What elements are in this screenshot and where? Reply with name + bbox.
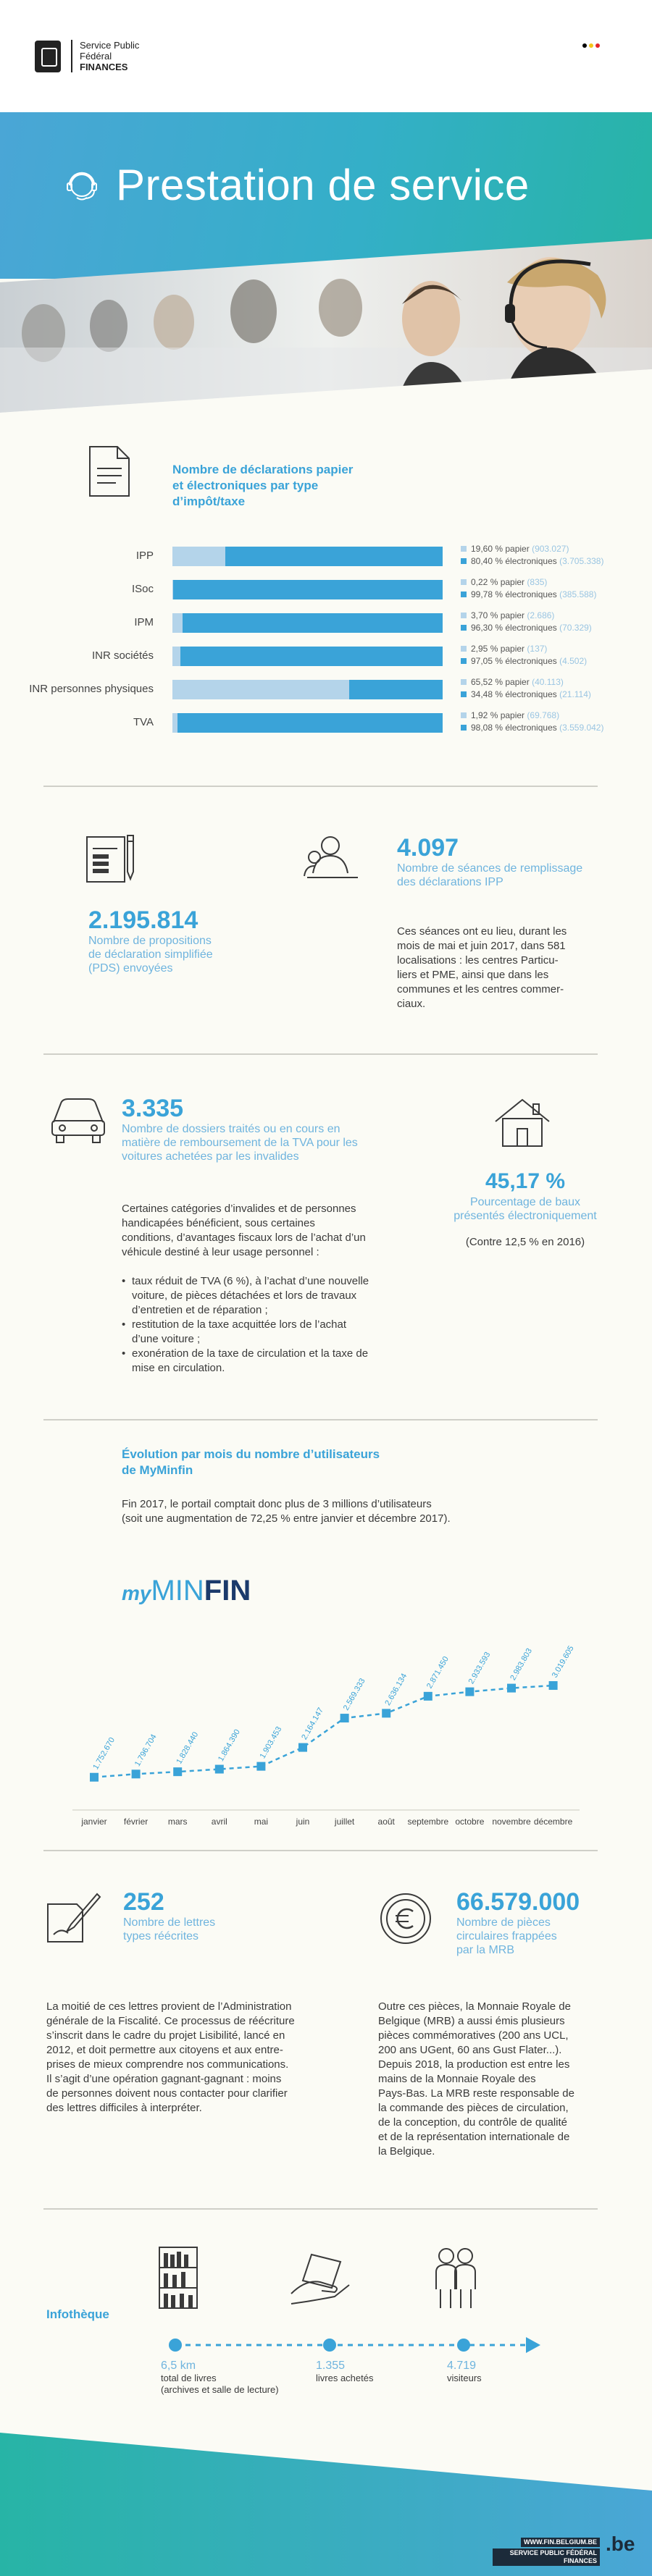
bar-row [0, 708, 652, 737]
bar-paper [172, 613, 183, 633]
visitors-value: 4.719 [447, 2360, 477, 2372]
data-label: 1.828.440 [175, 1730, 201, 1766]
lettres-text-line: s’inscrit dans le cadre du projet Lisibilité, lancé en [46, 2029, 285, 2042]
hand-book-icon [290, 2250, 352, 2307]
pieces-text-line: 200 ans UGent, 60 ans Gust Flater...). [378, 2044, 562, 2056]
bookshelf-icon [158, 2246, 198, 2310]
bar-legend [461, 576, 596, 601]
pieces-header [456, 1888, 638, 1957]
dossiers-label-1: Nombre de dossiers traités ou en cours en [122, 1123, 340, 1135]
belgian-coat-of-arms-icon [35, 41, 61, 72]
pieces-text-line: la commande des pièces de circulation, [378, 2102, 569, 2114]
myminfin-text-line-1: Fin 2017, le portail comptait donc plus de 3 millions d’utilisateurs [122, 1498, 432, 1510]
bar-label: INR sociétés [91, 649, 154, 662]
legend-electronic [461, 689, 591, 701]
data-point [215, 1765, 224, 1774]
baux-number: 45,17 % [485, 1169, 566, 1193]
divider [43, 786, 598, 787]
data-point [424, 1692, 432, 1701]
bar-paper [172, 547, 225, 566]
footer-text [493, 2538, 600, 2566]
elec-count: (4.502) [559, 656, 588, 666]
elec-count: (70.329) [559, 623, 592, 633]
x-tick-label: août [377, 1817, 395, 1827]
timeline [167, 2334, 543, 2356]
bar-electronic [172, 580, 443, 599]
dossiers-number: 3.335 [122, 1095, 184, 1122]
x-tick-label: mai [254, 1817, 269, 1827]
lettres-header [123, 1888, 340, 1943]
infotheque-item-visitors [447, 2359, 563, 2384]
data-point [173, 1767, 182, 1776]
lettres-text-line: Il s’agit d’une opération gagnant-gagnant : moins [46, 2073, 282, 2085]
dossiers-label-3: voitures achetées par les invalides [122, 1150, 299, 1163]
seances-header [397, 834, 614, 889]
dossiers-intro-line: véhicule destiné à leur usage personnel : [122, 1246, 319, 1258]
legend-electronic [461, 622, 592, 634]
paper-text: 2,95 % papier [471, 644, 525, 654]
bar-label: ISoc [131, 583, 154, 595]
seances-text-line: Ces séances ont eu lieu, durant les [397, 925, 567, 938]
bar-electronic [172, 547, 443, 566]
elec-text: 96,30 % électroniques [471, 623, 557, 633]
divider [43, 2208, 598, 2210]
seances-text-line: communes et les centres commer- [397, 983, 564, 996]
elec-text: 97,05 % électroniques [471, 656, 557, 666]
paper-text: 1,92 % papier [471, 710, 525, 720]
data-label: 1.796.704 [133, 1733, 159, 1768]
legend-paper [461, 676, 591, 689]
series-line [94, 1685, 553, 1777]
belgian-flag-dots [582, 43, 600, 48]
data-label: 2.569.333 [341, 1677, 367, 1712]
paper-text: 65,52 % papier [471, 677, 530, 687]
legend-paper [461, 710, 603, 722]
footer-org: SERVICE PUBLIC FÉDÉRAL FINANCES [493, 2548, 600, 2566]
elec-count: (21.114) [559, 689, 591, 699]
lettres-label-2: types réécrites [123, 1930, 199, 1942]
elec-count: (3.705.338) [559, 556, 604, 566]
bar-paper [172, 713, 177, 733]
header [0, 0, 652, 112]
bar-electronic [172, 680, 443, 699]
data-point [90, 1773, 99, 1782]
lettres-text-line: 2012, et doit permettre aux citoyens et aux entre- [46, 2044, 283, 2056]
divider [43, 1053, 598, 1055]
flag-black-dot [582, 43, 587, 48]
data-point [465, 1688, 474, 1696]
bar-row [0, 608, 652, 637]
dossiers-text [122, 1202, 411, 1376]
seances-label-2: des déclarations IPP [397, 876, 503, 888]
pieces-label-2: circulaires frappées [456, 1930, 557, 1942]
paper-text: 0,22 % papier [471, 577, 525, 587]
elec-text: 99,78 % électroniques [471, 589, 557, 599]
flag-red-dot [595, 43, 600, 48]
paper-count: (40.113) [532, 677, 564, 687]
paper-count: (2.686) [527, 610, 555, 620]
infotheque-title: Infothèque [46, 2307, 109, 2321]
pds-label-2: de déclaration simplifiée [88, 948, 213, 961]
writing-icon [43, 1891, 101, 1945]
seances-text-line: liers et PME, ainsi que dans les [397, 969, 549, 981]
legend-paper [461, 543, 603, 555]
myminfin-title-line-1: Évolution par mois du nombre d’utilisateurs [122, 1447, 380, 1461]
org-line-3: FINANCES [80, 62, 128, 72]
books-label-2: (archives et salle de lecture) [161, 2384, 279, 2395]
dossiers-intro-line: Certaines catégories d’invalides et de personnes [122, 1203, 356, 1215]
bar-label: TVA [133, 716, 154, 728]
flag-yellow-dot [589, 43, 593, 48]
bar-row [0, 641, 652, 670]
call-center-photo [0, 239, 652, 413]
pieces-text-line: mains de la Monnaie Royale des [378, 2073, 536, 2085]
dossiers-bullet-line: d’une voiture ; [132, 1333, 201, 1345]
lettres-label-1: Nombre de lettres [123, 1916, 216, 1929]
be-logo[interactable]: .be [606, 2533, 635, 2555]
logo-fin: FIN [204, 1575, 251, 1607]
people-icon [303, 833, 361, 885]
paper-count: (835) [527, 577, 548, 587]
infotheque-item-purchased [316, 2359, 432, 2384]
data-label: 3.019.605 [550, 1644, 576, 1680]
bar-electronic [172, 613, 443, 633]
data-label: 1.903.453 [258, 1725, 284, 1761]
legend-electronic [461, 722, 603, 734]
paper-count: (69.768) [527, 710, 560, 720]
logo-my: my [122, 1582, 151, 1604]
elec-count: (3.559.042) [559, 723, 604, 733]
dossiers-bullet-item [122, 1274, 411, 1318]
dossiers-bullet-list [122, 1274, 411, 1376]
dossiers-bullet-line: restitution de la taxe acquittée lors de l’achat [132, 1318, 347, 1331]
bar-paper [172, 647, 180, 666]
banner-title: Prestation de service [116, 161, 530, 209]
baux-note: (Contre 12,5 % en 2016) [465, 1236, 585, 1248]
pieces-text-line: la Belgique. [378, 2145, 435, 2158]
bar-label: INR personnes physiques [29, 683, 154, 695]
data-label: 2.164.147 [300, 1706, 326, 1742]
pieces-number: 66.579.000 [456, 1888, 580, 1916]
org-line-2: Fédéral [80, 51, 112, 62]
books-label-1: total de livres [161, 2373, 217, 2383]
bar-legend [461, 610, 592, 634]
pieces-text-line: Depuis 2018, la production est entre les [378, 2058, 570, 2071]
document-icon [88, 445, 130, 497]
bar-legend [461, 710, 603, 734]
legend-electronic [461, 589, 596, 601]
bar-electronic [172, 647, 443, 666]
data-label: 1.864.390 [217, 1727, 242, 1764]
x-tick-label: décembre [533, 1817, 573, 1827]
visitors-icon [430, 2246, 481, 2310]
bar-label: IPM [134, 616, 154, 628]
pieces-label-1: Nombre de pièces [456, 1916, 551, 1929]
data-label: 2.636.134 [383, 1672, 409, 1707]
bar-label: IPP [135, 550, 154, 562]
data-label: 1.752.670 [91, 1735, 117, 1772]
legend-electronic [461, 555, 603, 568]
seances-text-line: mois de mai et juin 2017, dans 581 [397, 940, 566, 952]
lettres-text-line: La moitié de ces lettres provient de l’Administration [46, 2000, 292, 2013]
x-tick-label: mars [167, 1817, 188, 1827]
euro-coin-icon [378, 1891, 433, 1946]
spf-finances-logo[interactable] [35, 40, 139, 72]
lettres-text-line: de personnes doivent nous contacter pour clarifier [46, 2087, 288, 2100]
bar-row [0, 675, 652, 704]
footer-url[interactable]: WWW.FIN.BELGIUM.BE [521, 2538, 600, 2547]
x-tick-label: novembre [492, 1817, 531, 1827]
dossiers-bullet-item [122, 1347, 411, 1376]
bar-row [0, 575, 652, 604]
pieces-text-line: et de la représentation internationale de [378, 2131, 570, 2143]
pieces-text-line: Pays-Bas. La MRB reste responsable de [378, 2087, 574, 2100]
data-point [382, 1709, 390, 1717]
logo-text [71, 40, 139, 72]
myminfin-title-line-2: de MyMinfin [122, 1463, 193, 1477]
house-icon [493, 1097, 552, 1149]
x-tick-label: février [123, 1817, 149, 1827]
x-tick-label: juin [296, 1817, 310, 1827]
x-tick-label: juillet [334, 1817, 355, 1827]
org-line-1: Service Public [80, 40, 140, 51]
books-value: 6,5 km [161, 2360, 196, 2372]
paper-text: 19,60 % papier [471, 544, 530, 554]
declarations-title-line-1: Nombre de déclarations papier [172, 463, 354, 476]
myminfin-text [122, 1497, 556, 1526]
data-point [132, 1769, 141, 1778]
divider [43, 1850, 598, 1851]
data-label: 2.871.450 [425, 1654, 451, 1691]
purchased-value: 1.355 [316, 2360, 346, 2372]
bullet-dot: • [122, 1347, 126, 1360]
lettres-text-line: générale de la Fiscalité. Ce processus de réécriture [46, 2015, 295, 2027]
paper-count: (137) [527, 644, 548, 654]
legend-electronic [461, 655, 587, 668]
elec-text: 34,48 % électroniques [471, 689, 557, 699]
x-tick-label: janvier [81, 1817, 107, 1827]
bullet-dot: • [122, 1318, 126, 1331]
lettres-text-line: des lettres difficiles à interpréter. [46, 2102, 202, 2114]
elec-count: (385.588) [559, 589, 597, 599]
pieces-label-3: par la MRB [456, 1944, 515, 1956]
dossiers-intro-line: conditions, d’avantages fiscaux lors de l’achat d’un [122, 1232, 366, 1244]
bullet-dot: • [122, 1275, 126, 1287]
data-point [549, 1681, 558, 1690]
pds-label-3: (PDS) envoyées [88, 962, 173, 975]
pds-number: 2.195.814 [88, 906, 198, 934]
data-point [507, 1684, 516, 1693]
declarations-title-line-2: et électroniques par type [172, 479, 319, 492]
seances-text-line: ciaux. [397, 998, 426, 1010]
lettres-number: 252 [123, 1888, 164, 1916]
logo-min: MIN [151, 1575, 204, 1607]
dossiers-bullet-line: mise en circulation. [132, 1362, 225, 1374]
form-pen-icon [85, 833, 143, 885]
lettres-text-line: prises de mieux comprendre nos communications. [46, 2058, 289, 2071]
legend-paper [461, 643, 587, 655]
purchased-label: livres achetés [316, 2373, 374, 2383]
elec-text: 80,40 % électroniques [471, 556, 557, 566]
data-point [340, 1714, 349, 1722]
data-point [256, 1762, 265, 1771]
seances-text-line: localisations : les centres Particu- [397, 954, 559, 967]
infotheque-item-books [161, 2359, 306, 2396]
baux-label-2: présentés électroniquement [454, 1210, 597, 1222]
pieces-text [378, 2000, 595, 2159]
elec-text: 98,08 % électroniques [471, 723, 557, 733]
myminfin-title [122, 1447, 484, 1478]
data-label: 2.983.803 [509, 1646, 535, 1683]
dossiers-bullet-line: voiture, de pièces détachées et lors de travaux [132, 1289, 357, 1302]
data-label: 2.933.593 [467, 1650, 493, 1686]
paper-text: 3,70 % papier [471, 610, 525, 620]
pieces-text-line: Belgique (MRB) a aussi émis plusieurs [378, 2015, 565, 2027]
pds-block [88, 906, 320, 975]
dossiers-bullet-line: exonération de la taxe de circulation et la taxe de [132, 1347, 369, 1360]
paper-count: (903.027) [532, 544, 569, 554]
visitors-label: visiteurs [447, 2373, 482, 2383]
x-tick-label: octobre [455, 1817, 485, 1827]
divider [43, 1419, 598, 1420]
baux-block [442, 1168, 609, 1250]
headset-icon [64, 168, 100, 204]
seances-label-1: Nombre de séances de remplissage [397, 862, 583, 875]
seances-number: 4.097 [397, 834, 459, 862]
car-icon [49, 1095, 107, 1145]
baux-label-1: Pourcentage de baux [469, 1196, 581, 1208]
bar-paper [172, 680, 349, 699]
myminfin-users-line-chart [72, 1593, 594, 1832]
pieces-text-line: Outre ces pièces, la Monnaie Royale de [378, 2000, 571, 2013]
pds-label-1: Nombre de propositions [88, 935, 212, 947]
bar-row [0, 542, 652, 571]
dossiers-bullet-item [122, 1318, 411, 1347]
dossiers-bullet-line: taux réduit de TVA (6 %), à l’achat d’une nouvelle [132, 1275, 369, 1287]
dossiers-intro-line: handicapées bénéficient, sous certaines [122, 1217, 315, 1229]
declarations-title-line-3: d’impôt/taxe [172, 494, 246, 508]
x-tick-label: avril [211, 1817, 227, 1827]
legend-paper [461, 610, 592, 622]
dossiers-label-2: matière de remboursement de la TVA pour les [122, 1137, 358, 1149]
data-point [298, 1743, 307, 1752]
dossiers-header [122, 1095, 426, 1163]
bar-paper [172, 580, 173, 599]
x-tick-label: septembre [407, 1817, 449, 1827]
bar-legend [461, 643, 587, 668]
lettres-text [46, 2000, 336, 2116]
bar-legend [461, 543, 603, 568]
pieces-text-line: pièces commémoratives (200 ans UCL, [378, 2029, 569, 2042]
declarations-title [172, 462, 433, 510]
legend-paper [461, 576, 596, 589]
seances-text [397, 925, 600, 1011]
pieces-text-line: de la conception, du contrôle de qualité [378, 2116, 568, 2129]
dossiers-bullet-line: d’entretien et de réparation ; [132, 1304, 268, 1316]
myminfin-text-line-2: (soit une augmentation de 72,25 % entre janvier et décembre 2017). [122, 1512, 451, 1525]
bar-legend [461, 676, 591, 701]
bar-electronic [172, 713, 443, 733]
